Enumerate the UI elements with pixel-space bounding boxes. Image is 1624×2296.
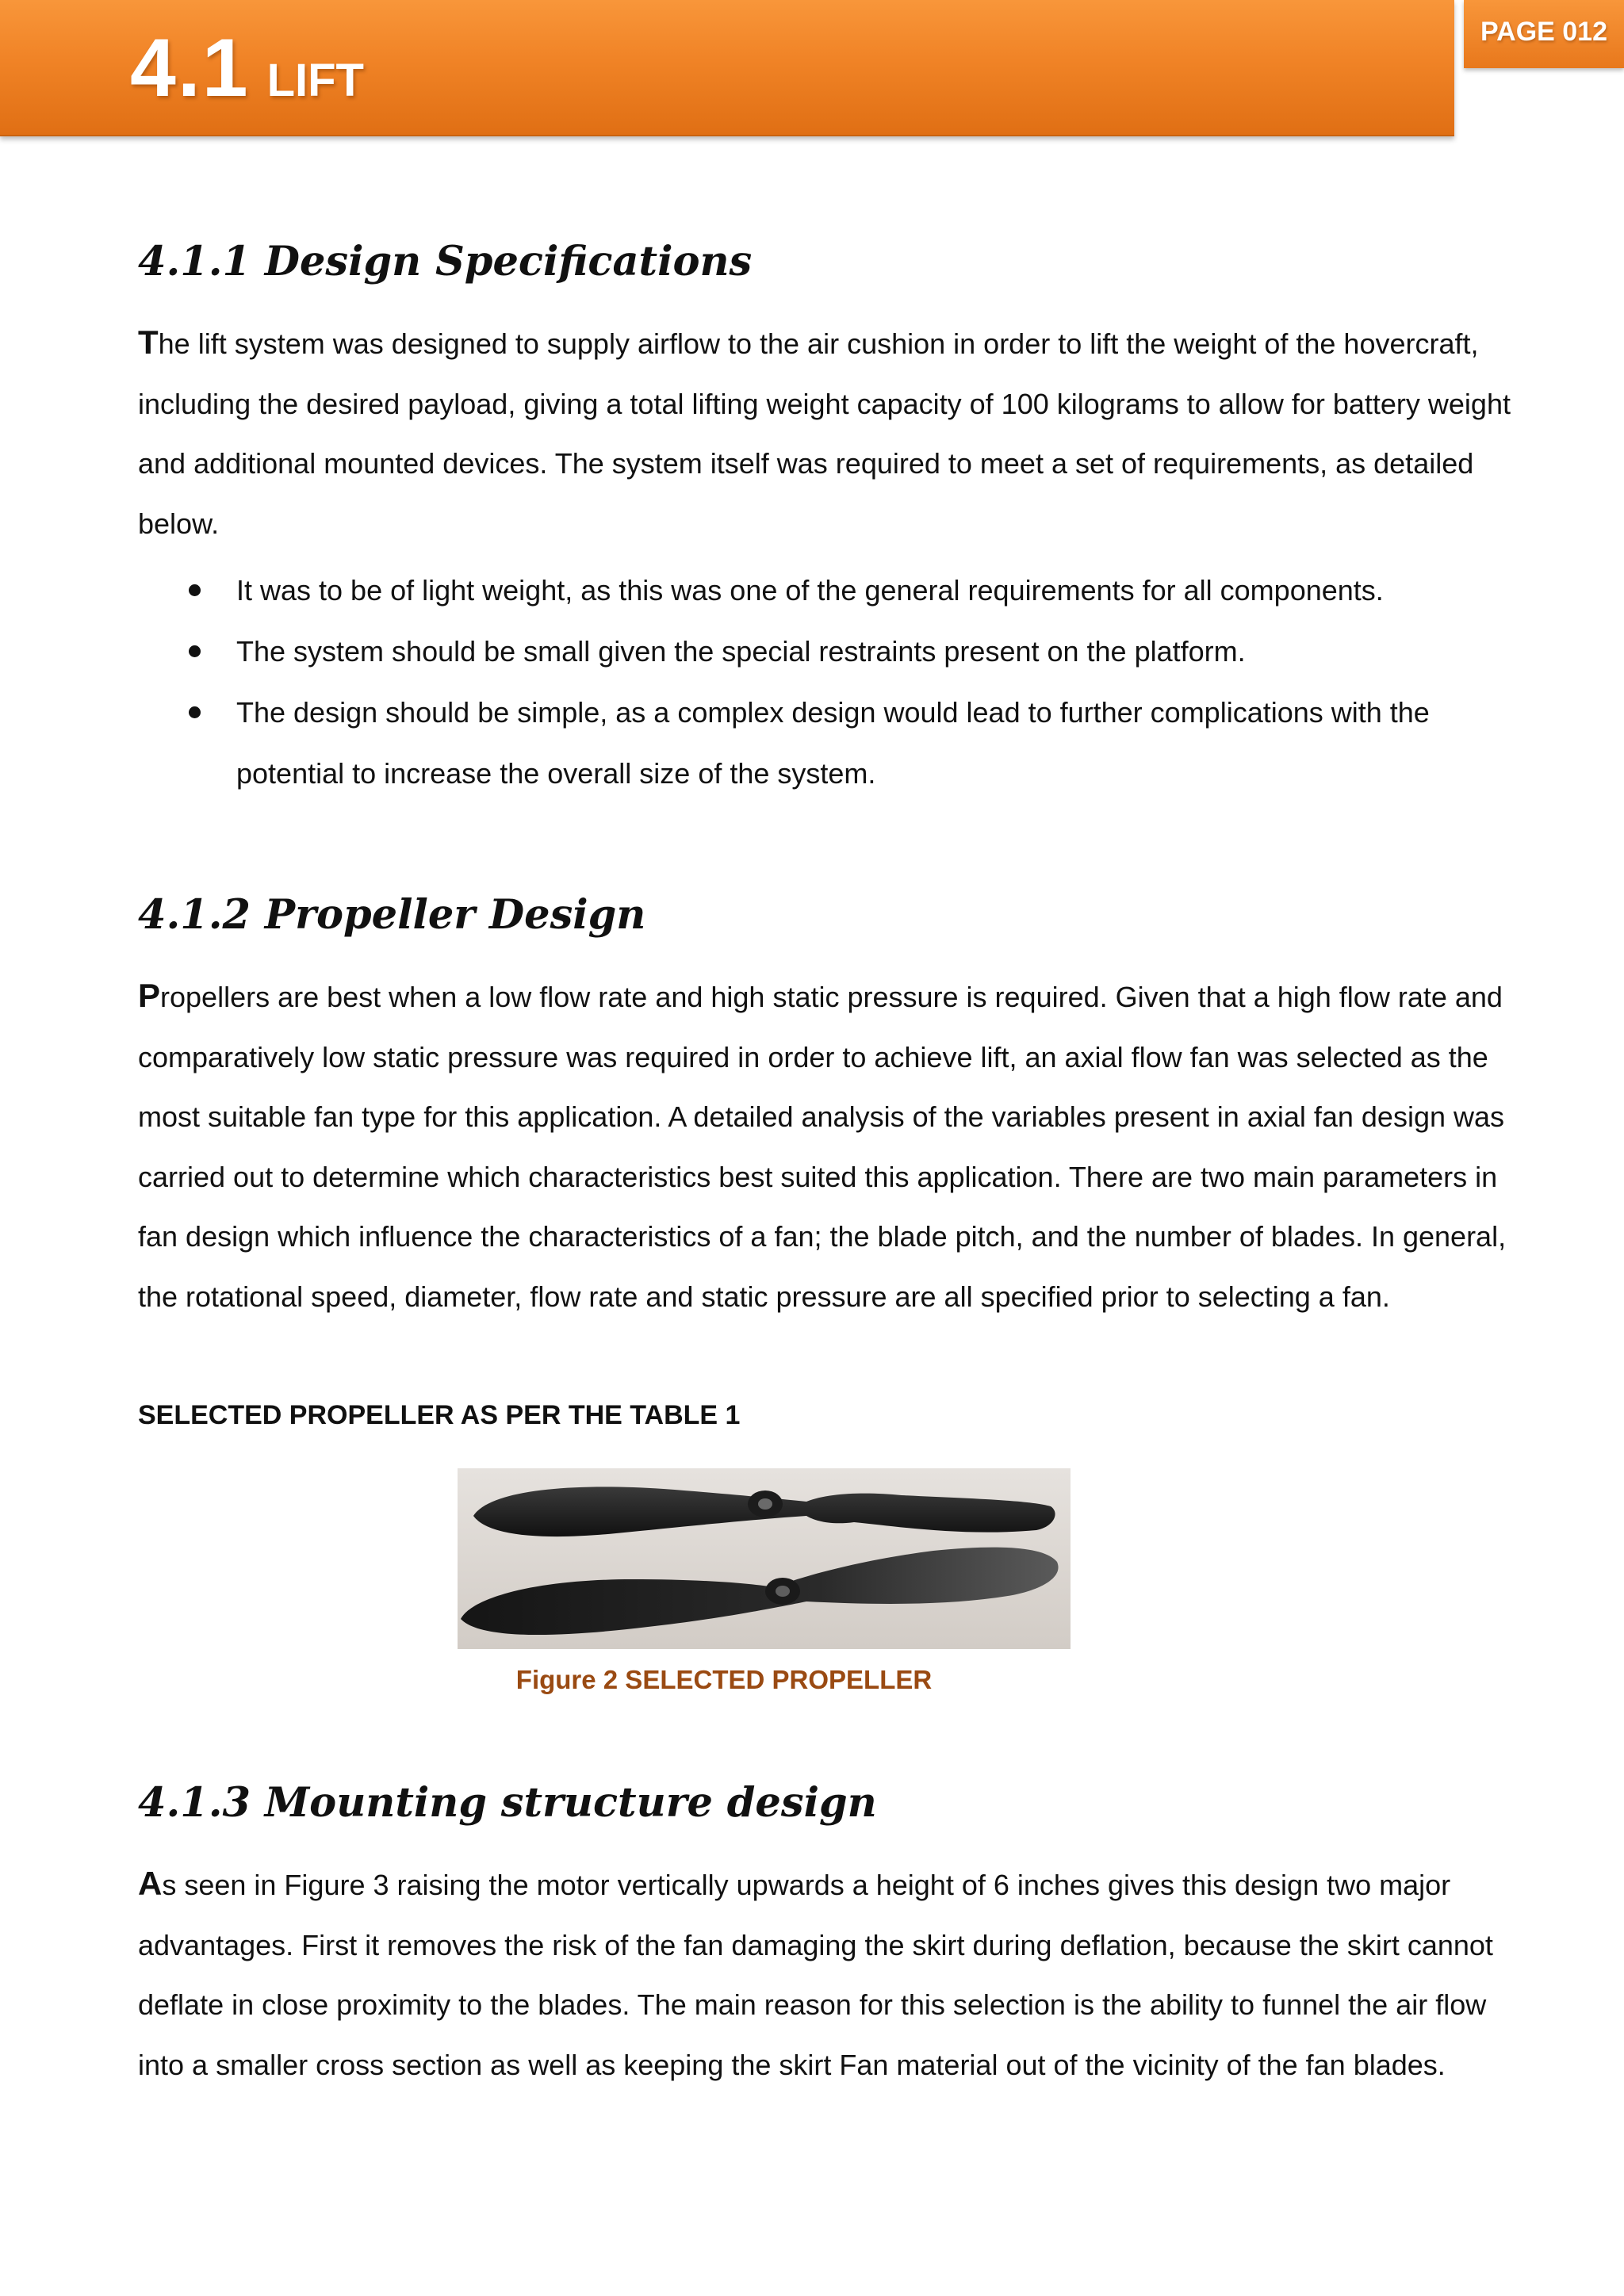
list-item-text: The design should be simple, as a complex design would lead to further complications with the potential to increase the overall size of the system. [236,696,1430,790]
drop-letter: T [138,323,159,361]
selected-propeller-note: SELECTED PROPELLER AS PER THE TABLE 1 [138,1400,741,1430]
heading-mounting-structure: 4.1.3 Mounting structure design [138,1779,877,1827]
drop-letter: P [138,977,161,1014]
page-number-tag: PAGE 012 [1464,0,1624,68]
bullet-icon [189,645,201,657]
propeller-photo [458,1468,1071,1649]
bullet-icon [189,584,201,596]
propeller-figure-image [458,1468,1071,1649]
drop-letter: A [138,1865,163,1902]
heading-design-specifications: 4.1.1 Design Specifications [138,238,753,285]
list-item [138,682,1534,804]
section-title [130,22,364,114]
section-header-banner [0,0,1454,136]
paragraph-text: ropellers are best when a low flow rate and high static pressure is required. Given that a high flow rate and comparatively low static pressure was required in order to achieve lift, an axial flow fan was selected as the most suitable fan type for this application. A detailed analysis of the variables present in axial fan design was carried out to determine which characteristics best suited this application. There are two main parameters in fan design which influence the characteristics of a fan; the blade pitch, and the number of blades. In general, the rotational speed, diameter, flow rate and static pressure are all specified prior to selecting a fan. [138,981,1507,1313]
paragraph-propeller-design [138,966,1534,1326]
section-number: 4.1 [130,22,250,114]
paragraph-text: s seen in Figure 3 raising the motor vertically upwards a height of 6 inches gives this design two major advantages. First it removes the risk of the fan damaging the skirt during deflation, because the skirt cannot deflate in close proximity to the blades. The main reason for this selection is the ability to funnel the air flow into a smaller cross section as well as keeping the skirt Fan material out of the vicinity of the fan blades. [138,1869,1493,2081]
list-item-text: It was to be of light weight, as this was one of the general requirements for all components. [236,574,1384,607]
list-item [138,560,1534,621]
figure-caption: Figure 2 SELECTED PROPELLER [515,1665,933,1694]
paragraph-text: he lift system was designed to supply airflow to the air cushion in order to lift the weight of the hovercraft, including the desired payload, giving a total lifting weight capacity of 100 kilograms to allow for battery weight and additional mounted devices. The system itself was required to meet a set of requirements, as detailed below. [138,327,1511,540]
bullet-icon [189,706,201,718]
heading-propeller-design: 4.1.2 Propeller Design [138,891,646,939]
list-item [138,621,1534,682]
list-item-text: The system should be small given the special restraints present on the platform. [236,635,1246,668]
section-name: LIFT [266,55,364,106]
requirements-list [138,560,1534,804]
paragraph-mounting-structure [138,1854,1534,2095]
paragraph-design-specifications [138,312,1534,553]
